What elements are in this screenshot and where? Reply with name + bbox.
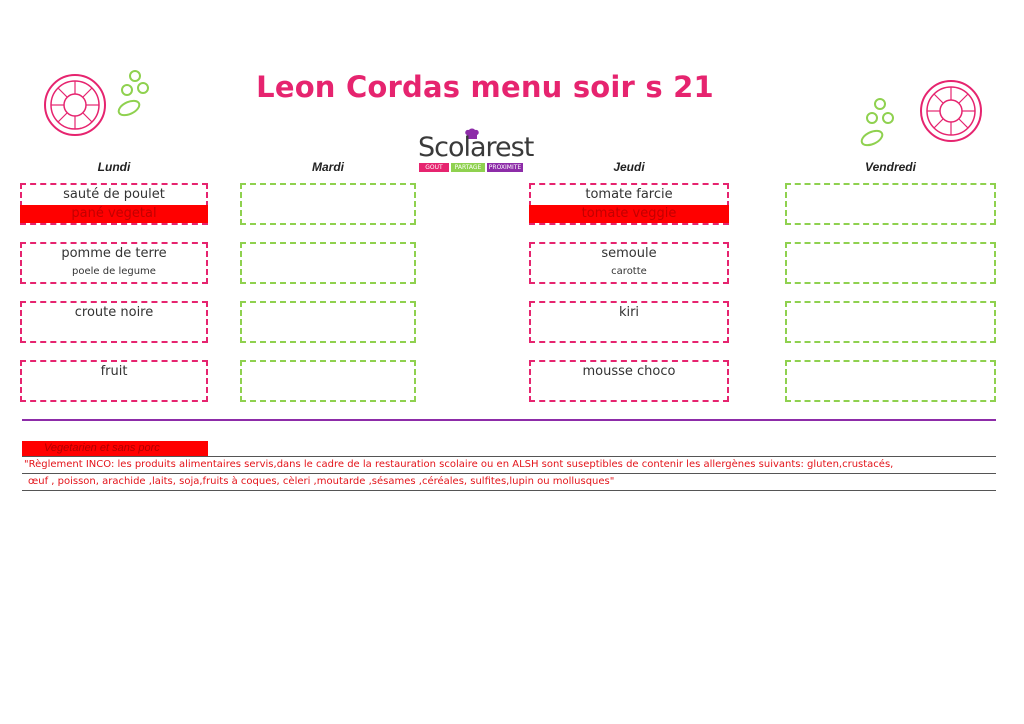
lundi-side: pomme de terre: [61, 246, 167, 261]
inco-line-1: "Règlement INCO: les produits alimentaires servis,dans le cadre de la restauration scolaire ou en ALSH sont suseptibles de contenir les allergènes suivants: gluten,crustacés,: [22, 457, 996, 474]
logo-tag-1: GOUT: [419, 163, 449, 172]
mardi-cell-3: [240, 301, 416, 343]
vendredi-cell-3: [785, 301, 996, 343]
mardi-cell-1: [240, 183, 416, 225]
day-header-mardi: Mardi: [311, 160, 344, 174]
jeudi-cheese-cell: [529, 301, 729, 343]
inco-allergen-notice: [22, 456, 996, 491]
day-header-lundi: Lundi: [97, 160, 131, 174]
scolarest-logo: [416, 128, 534, 178]
lundi-dessert-cell: [20, 360, 208, 402]
logo-wordmark: Scolarest: [418, 132, 534, 163]
mardi-cell-2: [240, 242, 416, 284]
vegetarian-legend: Vegetarien et sans porc: [22, 441, 208, 456]
jeudi-main-cell: [529, 183, 729, 225]
vendredi-cell-2: [785, 242, 996, 284]
vendredi-cell-4: [785, 360, 996, 402]
day-header-vendredi: Vendredi: [865, 160, 916, 174]
jeudi-side-sub: carotte: [611, 266, 647, 277]
jeudi-dessert-cell: [529, 360, 729, 402]
logo-tag-3: PROXIMITE: [488, 164, 522, 171]
jeudi-cheese: kiri: [618, 305, 640, 320]
peas-icon-left: [113, 68, 155, 120]
lundi-cheese-cell: [20, 301, 208, 343]
jeudi-dessert: mousse choco: [582, 364, 676, 379]
lundi-side-cell: [20, 242, 208, 284]
peas-icon-right: [856, 96, 898, 152]
lundi-main-alt: pané vegetal: [20, 205, 208, 223]
jeudi-main: tomate farcie: [585, 187, 673, 202]
jeudi-side-cell: [529, 242, 729, 284]
lundi-dessert: fruit: [100, 364, 128, 379]
mardi-cell-4: [240, 360, 416, 402]
lundi-side-sub: poele de legume: [72, 266, 156, 277]
tomato-slice-icon-right: [918, 78, 984, 144]
section-divider: [22, 419, 996, 421]
jeudi-side: semoule: [601, 246, 657, 261]
menu-title: Leon Cordas menu soir s 21: [256, 70, 714, 104]
day-header-jeudi: Jeudi: [613, 160, 645, 174]
jeudi-main-alt: tomate veggie: [529, 205, 729, 223]
lundi-main-cell: [20, 183, 208, 225]
tomato-slice-icon-left: [42, 72, 108, 138]
inco-line-2: œuf , poisson, arachide ,laits, soja,fruits à coques, cèleri ,moutarde ,sésames ,céréales, sulfites,lupin ou mollusques": [28, 476, 615, 487]
lundi-cheese: croute noire: [74, 305, 154, 320]
vendredi-cell-1: [785, 183, 996, 225]
logo-tag-2: PARTAGE: [451, 163, 485, 172]
lundi-main: sauté de poulet: [63, 187, 165, 202]
